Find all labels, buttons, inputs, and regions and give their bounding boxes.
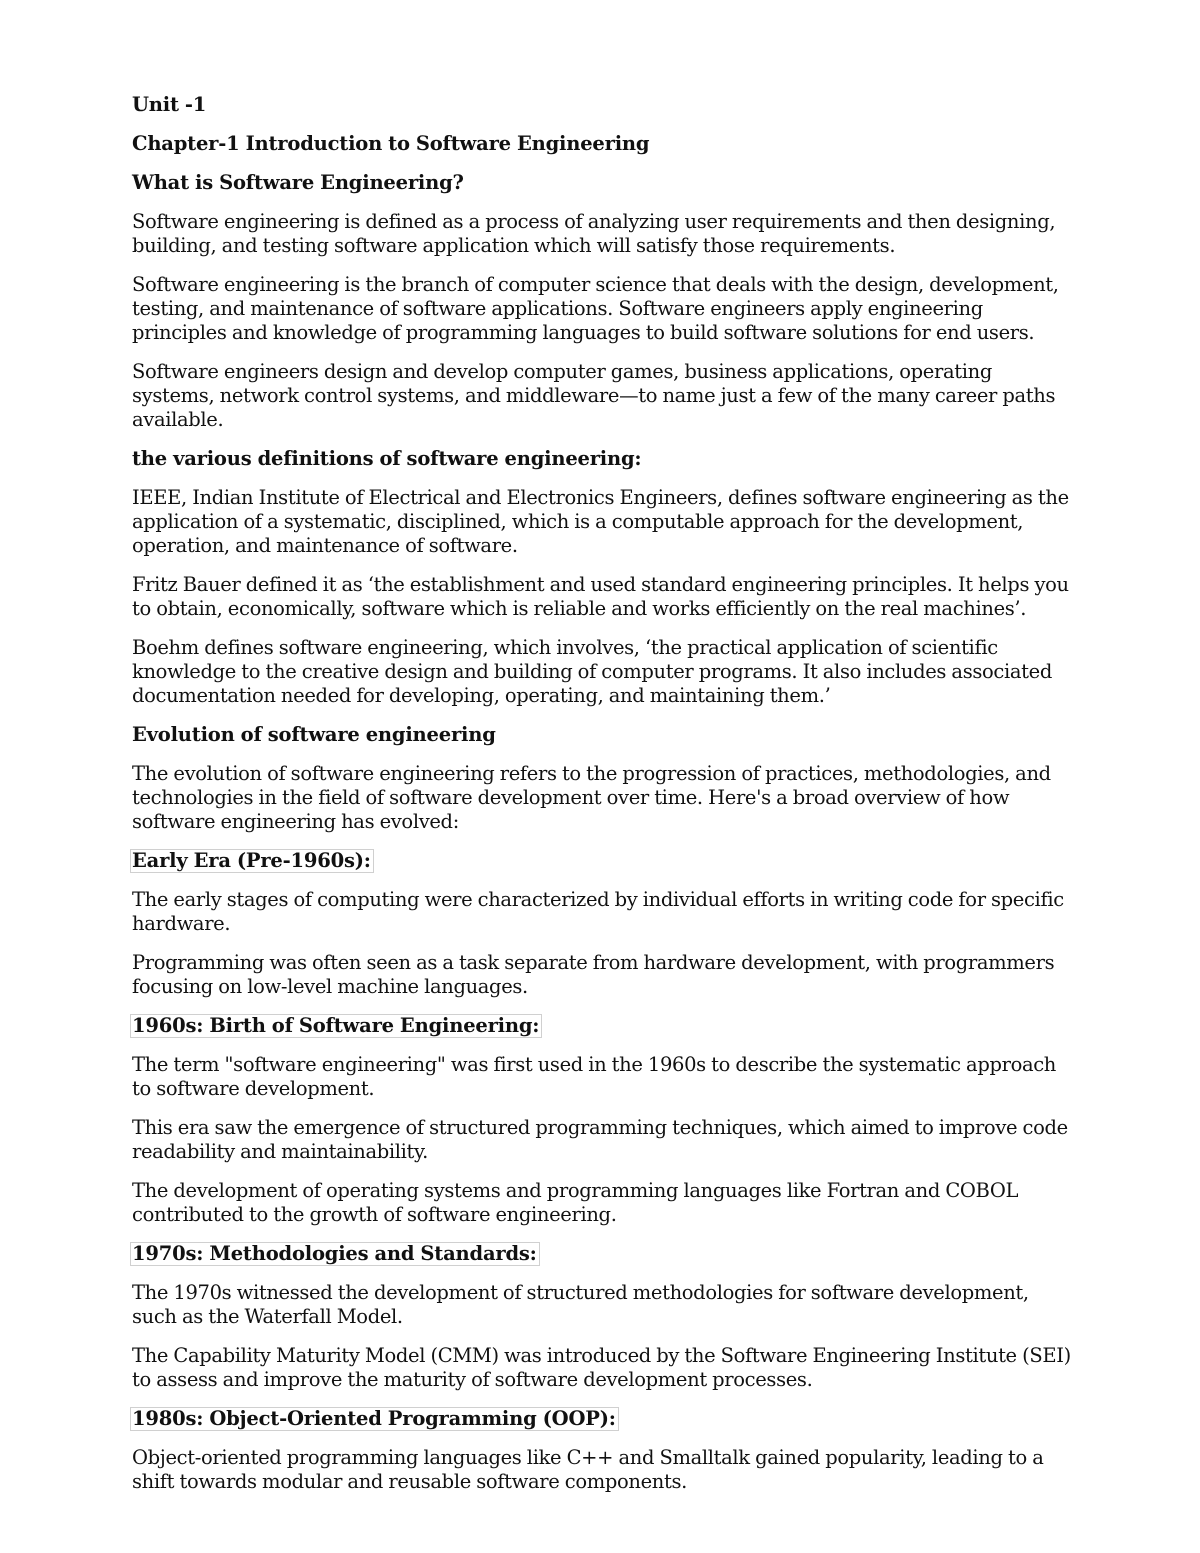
paragraph: Software engineering is the branch of computer science that deals with the design, development, testing, and maintenance of software applications. Software engineers apply engineering principles and knowledge of programming languages to build software solutions for end users.	[132, 273, 1059, 344]
era-heading: 1970s: Methodologies and Standards:	[130, 1242, 540, 1266]
paragraph: Software engineers design and develop computer games, business applications, operating systems, network control systems, and middleware—to name just a few of the many career paths available.	[132, 360, 1056, 431]
era-heading-row	[132, 849, 1072, 873]
paragraph: Fritz Bauer defined it as ‘the establishment and used standard engineering principles. It helps you to obtain, economically, software which is reliable and works efficiently on the real machines’.	[132, 573, 1069, 620]
section-heading: Evolution of software engineering	[132, 723, 496, 746]
paragraph: The development of operating systems and programming languages like Fortran and COBOL contributed to the growth of software engineering.	[132, 1179, 1019, 1226]
paragraph: The evolution of software engineering refers to the progression of practices, methodologies, and technologies in the field of software development over time. Here's a broad overview of how software engineering has evolved:	[132, 762, 1051, 833]
paragraph: Software engineering is defined as a process of analyzing user requirements and then designing, building, and testing software application which will satisfy those requirements.	[132, 210, 1056, 257]
era-heading-row	[132, 1407, 1072, 1431]
era-heading: 1980s: Object-Oriented Programming (OOP):	[130, 1407, 619, 1431]
paragraph: This era saw the emergence of structured programming techniques, which aimed to improve code readability and maintainability.	[132, 1116, 1068, 1163]
era-heading-row	[132, 1014, 1072, 1038]
era-heading-row	[132, 1242, 1072, 1266]
document-body	[132, 93, 1072, 1509]
unit-title: Unit -1	[132, 93, 207, 116]
section-heading: the various definitions of software engineering:	[132, 447, 642, 470]
paragraph: The 1970s witnessed the development of structured methodologies for software development, such as the Waterfall Model.	[132, 1281, 1029, 1328]
paragraph: Programming was often seen as a task separate from hardware development, with programmers focusing on low-level machine languages.	[132, 951, 1055, 998]
paragraph: The early stages of computing were characterized by individual efforts in writing code for specific hardware.	[132, 888, 1064, 935]
paragraph: Boehm defines software engineering, which involves, ‘the practical application of scientific knowledge to the creative design and building of computer programs. It also includes associated documentation needed for developing, operating, and maintaining them.’	[132, 636, 1052, 707]
era-heading: Early Era (Pre-1960s):	[130, 849, 374, 873]
paragraph: Object-oriented programming languages like C++ and Smalltalk gained popularity, leading to a shift towards modular and reusable software components.	[132, 1446, 1044, 1493]
paragraph: IEEE, Indian Institute of Electrical and Electronics Engineers, defines software engineering as the application of a systematic, disciplined, which is a computable approach for the development, operation, and maintenance of software.	[132, 486, 1069, 557]
era-heading: 1960s: Birth of Software Engineering:	[130, 1014, 542, 1038]
paragraph: The Capability Maturity Model (CMM) was introduced by the Software Engineering Institute (SEI) to assess and improve the maturity of software development processes.	[132, 1344, 1071, 1391]
paragraph: The term "software engineering" was first used in the 1960s to describe the systematic approach to software development.	[132, 1053, 1057, 1100]
section-heading: What is Software Engineering?	[132, 171, 464, 194]
chapter-title: Chapter-1 Introduction to Software Engineering	[132, 132, 650, 155]
